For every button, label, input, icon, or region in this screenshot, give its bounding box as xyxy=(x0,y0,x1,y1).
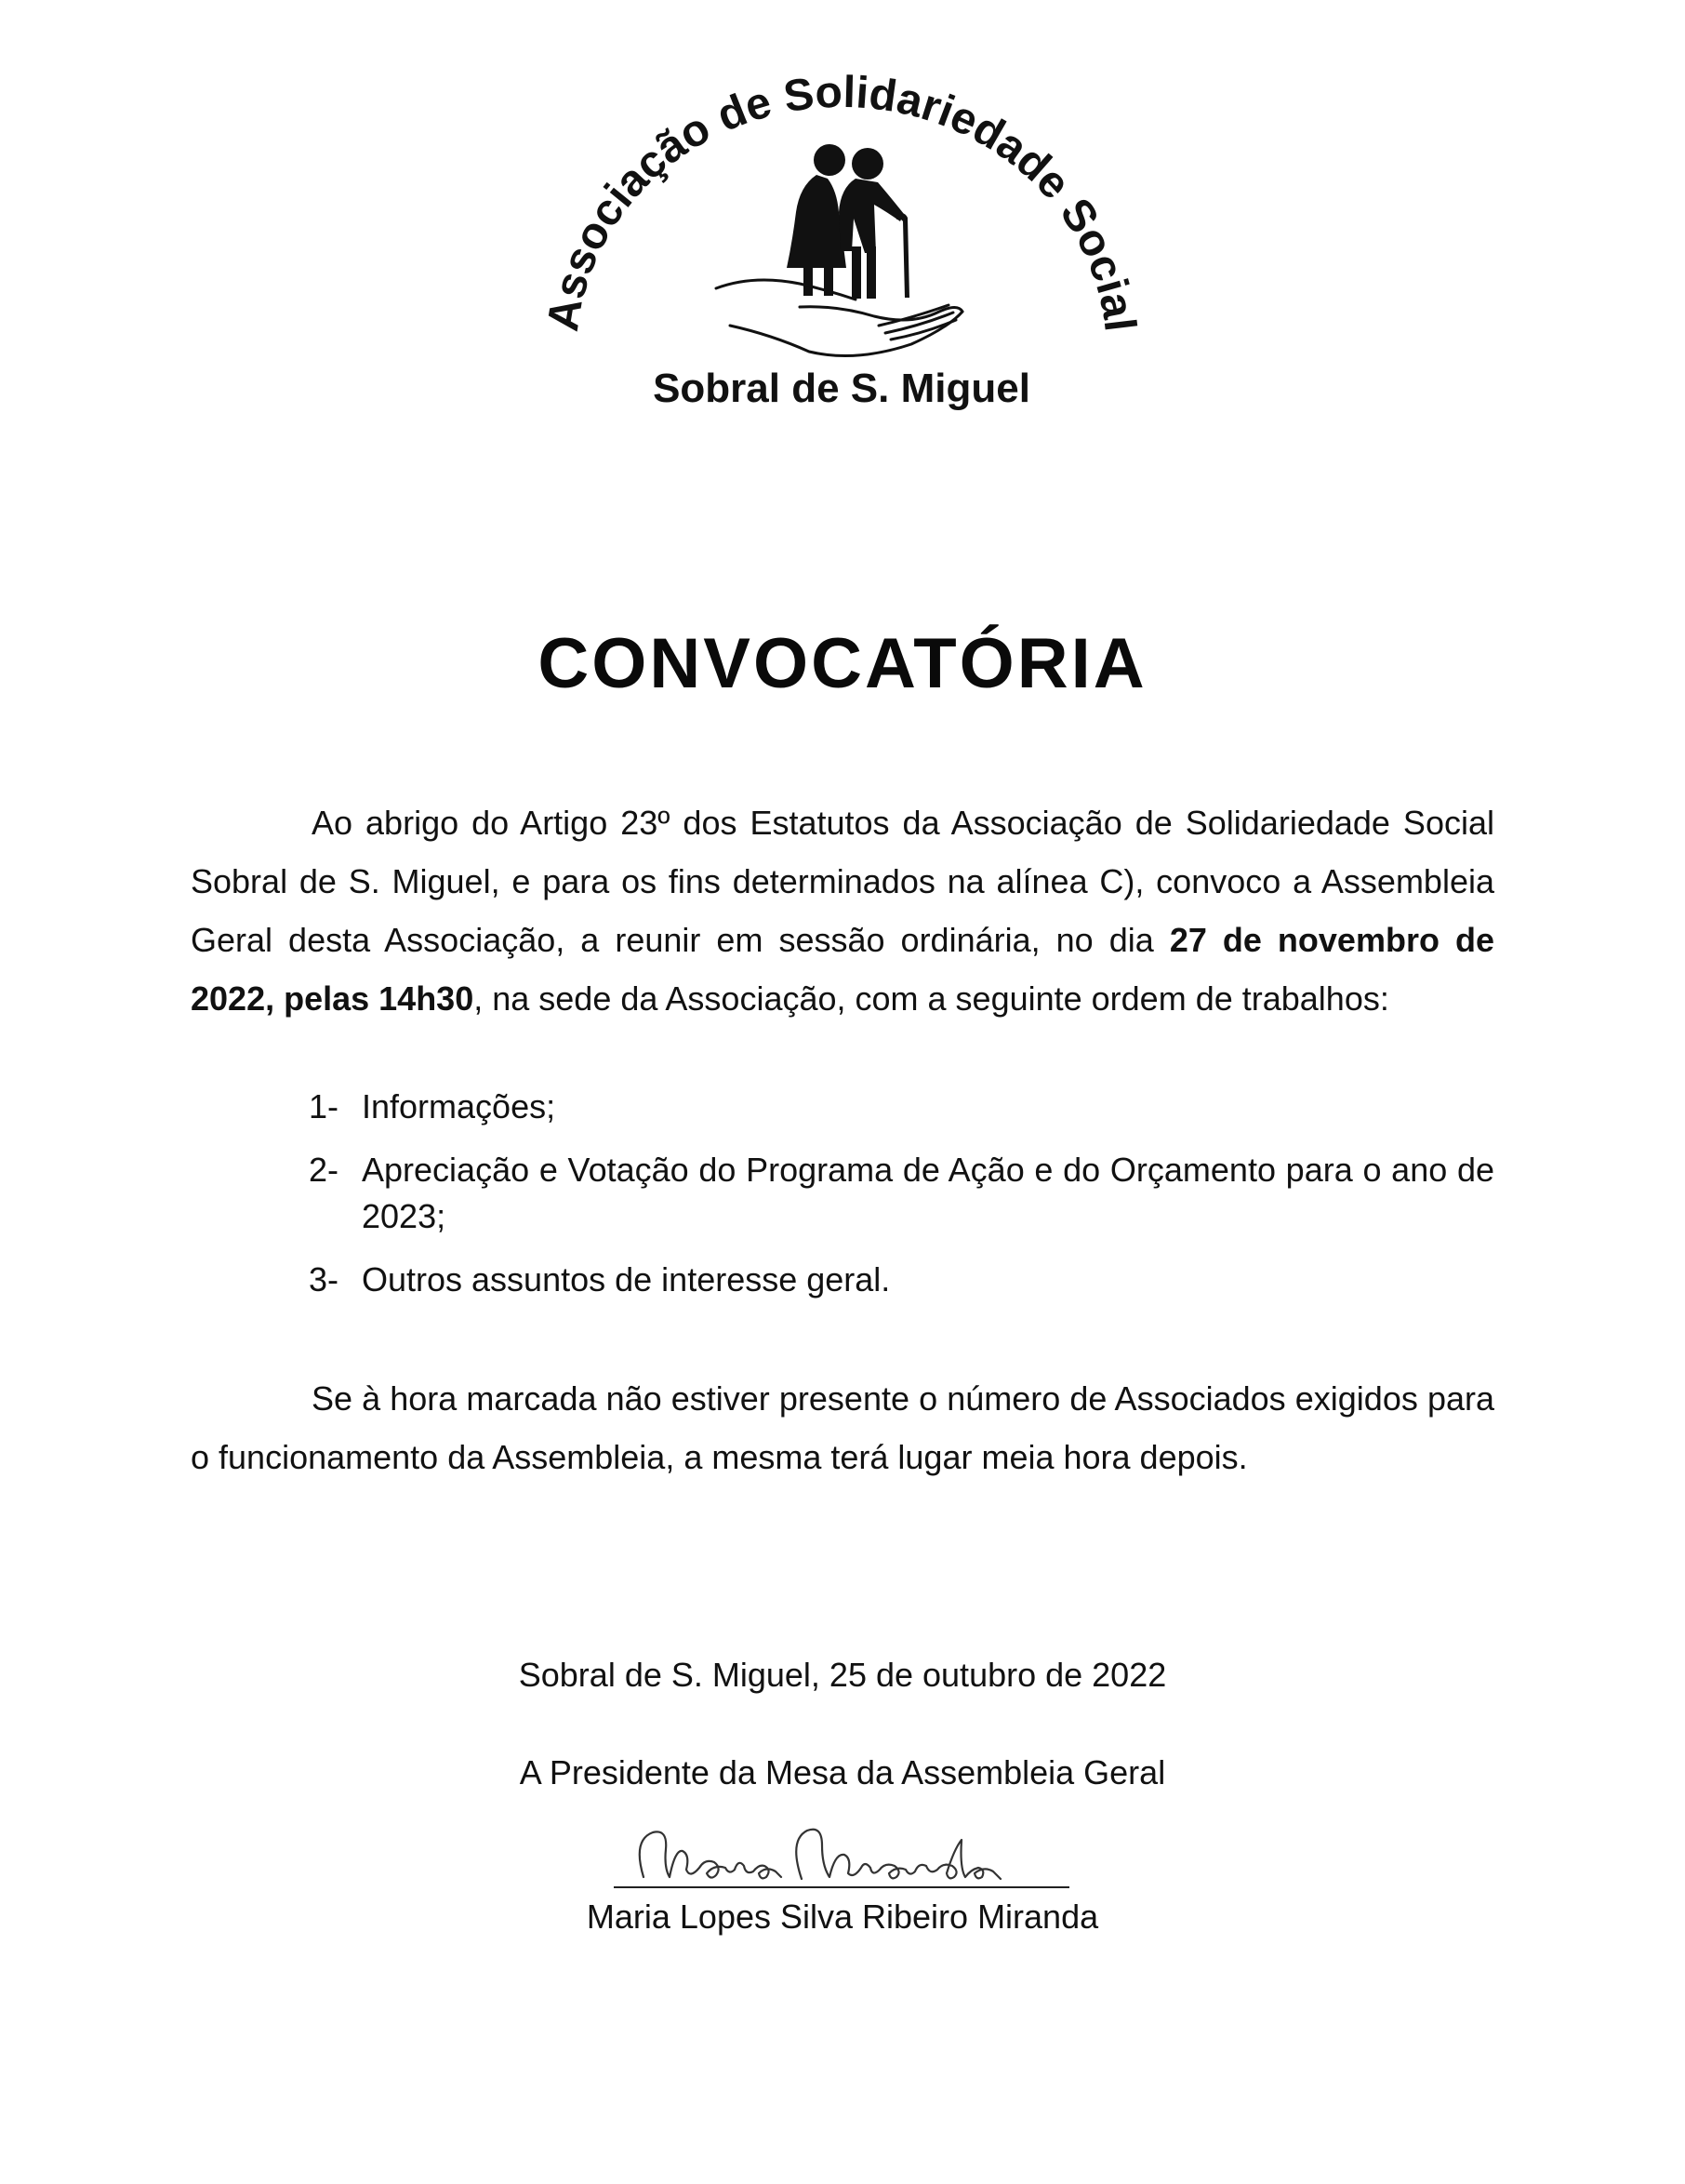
list-item-number: 1- xyxy=(309,1087,339,1125)
list-item xyxy=(309,1147,1494,1240)
list-item xyxy=(309,1084,1494,1130)
list-item-text: Apreciação e Votação do Programa de Ação e do Orçamento para o ano de 2023; xyxy=(362,1151,1494,1235)
logo-bottom-text: Sobral de S. Miguel xyxy=(653,366,1030,411)
elderly-couple-icon xyxy=(787,144,909,299)
signatory-name: Maria Lopes Silva Ribeiro Miranda xyxy=(586,1898,1099,1936)
intro-paragraph xyxy=(191,793,1494,1028)
place-date: Sobral de S. Miguel, 25 de outubro de 2022 xyxy=(518,1656,1167,1694)
intro-text-part1: Ao abrigo do Artigo 23º dos Estatutos da Associação de Solidariedade Social Sobral de S. Miguel, e para os fins determinados na alínea C), convoco a Assembleia Geral desta Associação, a reunir em sessão ordinária, no dia xyxy=(191,804,1494,959)
list-item-number: 3- xyxy=(309,1260,339,1298)
list-item-text: Informações; xyxy=(362,1087,556,1125)
signatory-role: A Presidente da Mesa da Assembleia Geral xyxy=(519,1753,1166,1791)
hand-icon xyxy=(716,280,962,356)
list-item-text: Outros assuntos de interesse geral. xyxy=(362,1260,891,1298)
document-title: CONVOCATÓRIA xyxy=(537,624,1148,703)
list-item-number: 2- xyxy=(309,1151,339,1189)
signature-line xyxy=(614,1886,1069,1888)
handwritten-signature xyxy=(625,1812,1034,1896)
agenda-list xyxy=(309,1084,1494,1320)
intro-text-part2: , na sede da Associação, com a seguinte ordem de trabalhos: xyxy=(473,979,1389,1018)
association-logo xyxy=(521,56,1162,419)
meeting-date-time: 27 de novembro de 2022, pelas 14h30 xyxy=(191,921,1494,1018)
svg-text:Associação de Solidariedade So: Associação de Solidariedade Social xyxy=(537,67,1145,335)
list-item xyxy=(309,1257,1494,1303)
quorum-paragraph: Se à hora marcada não estiver presente o número de Associados exigidos para o funcionamento da Assembleia, a mesma terá lugar meia hora depois. xyxy=(191,1379,1494,1476)
